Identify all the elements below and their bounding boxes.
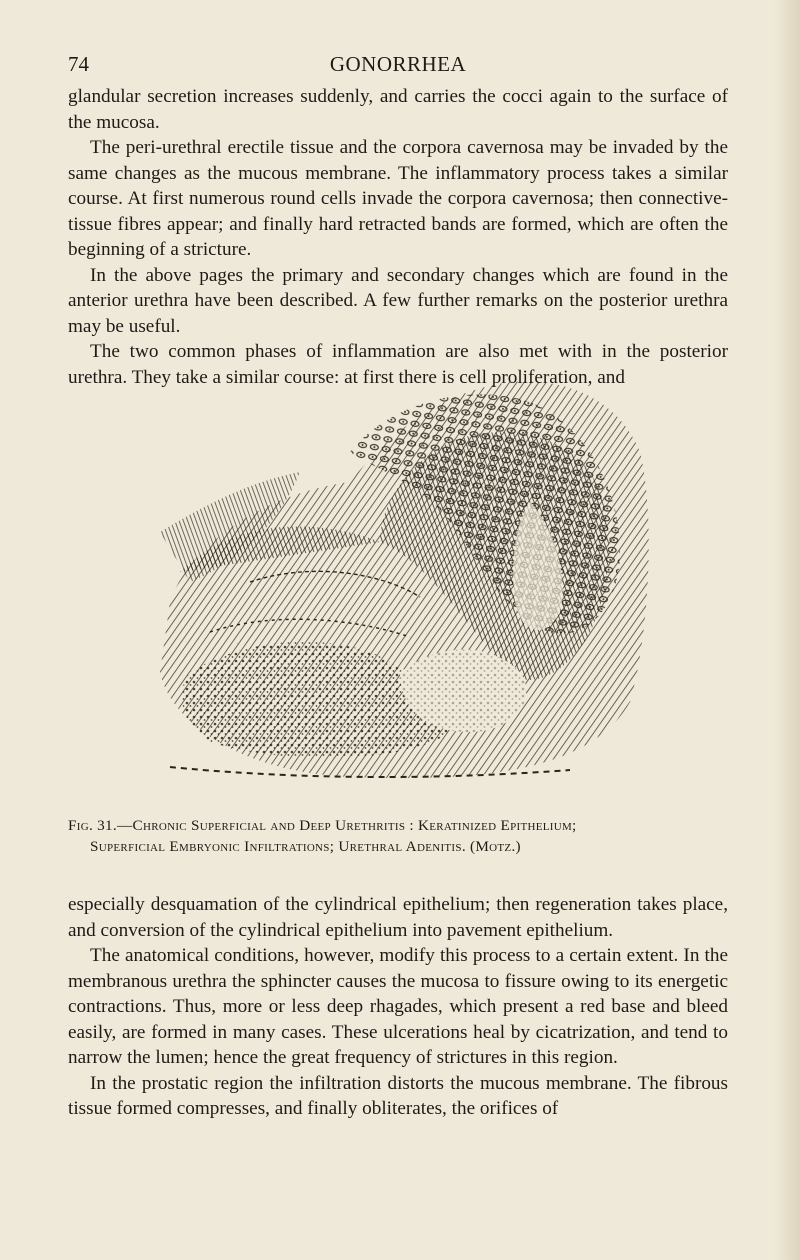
paragraph: The two common phases of inflammation are also met with in the posterior urethra. They take a similar course: at first there is cell proliferation, and [68, 341, 728, 388]
running-title: GONORRHEA [329, 52, 467, 76]
page-header [68, 52, 728, 82]
page-edge-shadow [774, 0, 800, 1260]
paragraph: In the prostatic region the infiltration distorts the mucous membrane. The fibrous tissue formed compresses, and finally obliterates, the orifices of [68, 1072, 728, 1119]
caption-line-2: Superficial Embryonic Infiltrations; Urethral Adenitis. (Motz.) [90, 838, 521, 855]
page-number: 74 [68, 52, 89, 76]
figure-caption [68, 815, 734, 857]
paragraph: especially desquamation of the cylindrical epithelium; then regeneration takes place, and conversion of the cylindrical epithelium into pavement epithelium. [68, 894, 728, 941]
body-text-top [68, 84, 728, 390]
paragraph: The anatomical conditions, however, modify this process to a certain extent. In the membranous urethra the sphincter causes the mucosa to fissure owing to its energetic contractions. Thus, more or less deep rhagades, which present a red base and bleed easily, are formed in many cases. These ulcerations heal by cicatrization, and tend to narrow the lumen; hence the great frequency of strictures in this region. [68, 945, 728, 1068]
paragraph: glandular secretion increases suddenly, and carries the cocci again to the surface of the mucosa. [68, 86, 728, 133]
paragraph: The peri-urethral erectile tissue and the corpora cavernosa may be invaded by the same changes as the mucous membrane. The inflammatory process takes a similar course. At first numerous round cells invade the corpora cavernosa; then connective-tissue fibres appear; and finally hard retracted bands are formed, which are often the beginning of a stricture. [68, 137, 728, 260]
caption-line-1: Fig. 31.—Chronic Superficial and Deep Urethritis : Keratinized Epithelium; [68, 817, 577, 834]
paragraph: In the above pages the primary and secondary changes which are found in the anterior urethra have been described. A few further remarks on the posterior urethra may be useful. [68, 264, 728, 337]
body-text-bottom [68, 892, 728, 1122]
urethritis-engraving [150, 372, 660, 784]
histology-figure [150, 372, 660, 784]
